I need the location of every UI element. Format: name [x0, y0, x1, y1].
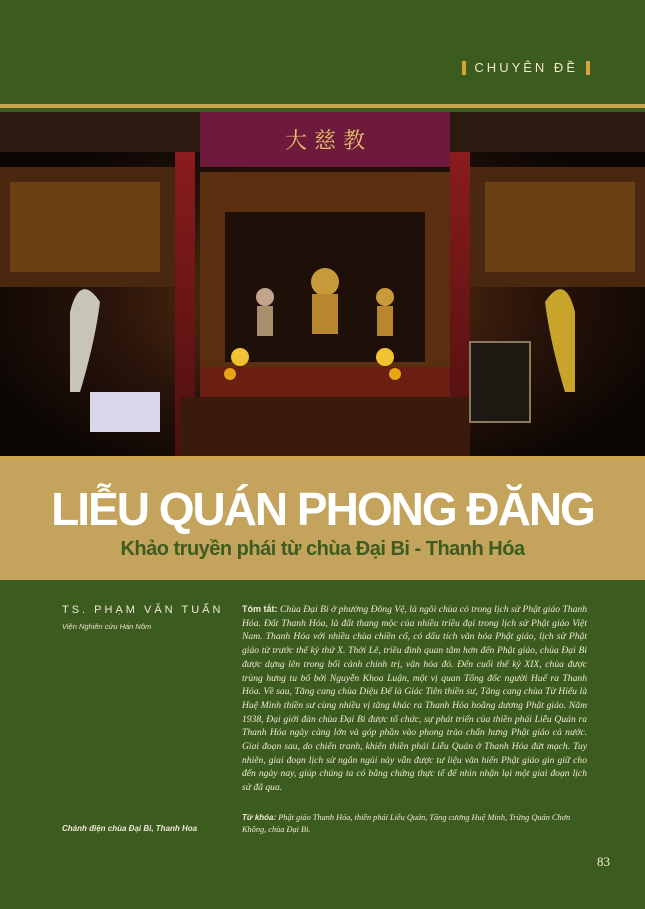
section-label: CHUYÊN ĐỀ — [474, 60, 578, 75]
article-subtitle: Khảo truyền phái từ chùa Đại Bi - Thanh Hóa — [120, 538, 525, 560]
author-name: TS. PHẠM VĂN TUẤN — [62, 604, 224, 616]
photo-caption: Chánh điện chùa Đại Bi, Thanh Hoa — [62, 824, 198, 833]
keywords — [242, 812, 587, 836]
header-bar-left — [462, 61, 466, 75]
abstract — [242, 603, 587, 795]
header-bar-right — [586, 61, 590, 75]
abstract-label: Tóm tắt: — [242, 604, 278, 614]
title-band — [0, 460, 645, 580]
article-title: LIỄU QUÁN PHONG ĐĂNG — [51, 483, 594, 535]
keywords-label: Từ khóa: — [242, 813, 277, 822]
temple-sign-text: 大 慈 教 — [285, 129, 365, 154]
page-number: 83 — [597, 854, 610, 869]
abstract-text: Chùa Đại Bi ở phường Đông Vệ, là ngôi chùa có trong lịch sử Phật giáo Thanh Hóa. Đất Thanh Hóa, là đất thang mộc của nhiều triều đại trong lịch sử Phật giáo Việt Nam. Thanh Hóa với nhiều chùa chiền cổ, có dấu tích văn hóa Phật giáo, lịch sử Phật giáo từ trước thế kỷ thứ X. Thời Lê, triều đình quan tâm hơn đến Phật giáo, chùa Đại Bi được dựng lên trong bối cảnh chính trị, văn hóa đó. Đến cuối thế kỷ XIX, chùa được trùng hưng tu bổ bởi Nguyễn Khoa Luận, một vị quan Tổng đốc người Huế ra Thanh Hóa. Về sau, Tăng cang chùa Diệu Đế là Giác Tiên thiền sư, Tăng cang chùa Từ Hiếu là Huệ Minh thiền sư cùng nhiều vị tăng khác ra Thanh Hóa hoằng dương Phật giáo. Năm 1938, Đại giới đàn chùa Đại Bi được tổ chức, sự phát triển của thiền phái Liễu Quán ra Thanh Hóa ngày càng lớn và góp phần vào phong trào chấn hưng Phật giáo cả nước. Giai đoạn sau, do chiến tranh, khiến thiền phái Liễu Quán ở Thanh Hóa đứt mạch. Tuy nhiên, giai đoạn lịch sử ngắn ngủi này vẫn được tư liệu văn hiến Phật giáo gìn giữ cho đến ngày nay, giúp chúng ta có bằng chứng thực tế để nhìn nhận lại một giai đoạn lịch sử đã qua. — [242, 604, 587, 794]
gold-divider-top — [0, 104, 645, 108]
section-header — [462, 60, 590, 75]
temple-photo — [0, 112, 645, 460]
author-affiliation: Viện Nghiên cứu Hán Nôm — [62, 622, 152, 631]
keywords-text: Phật giáo Thanh Hóa, thiền phái Liễu Quán, Tăng cương Huệ Minh, Trừng Quán Chơn Không, chùa Đại Bi. — [242, 813, 571, 834]
